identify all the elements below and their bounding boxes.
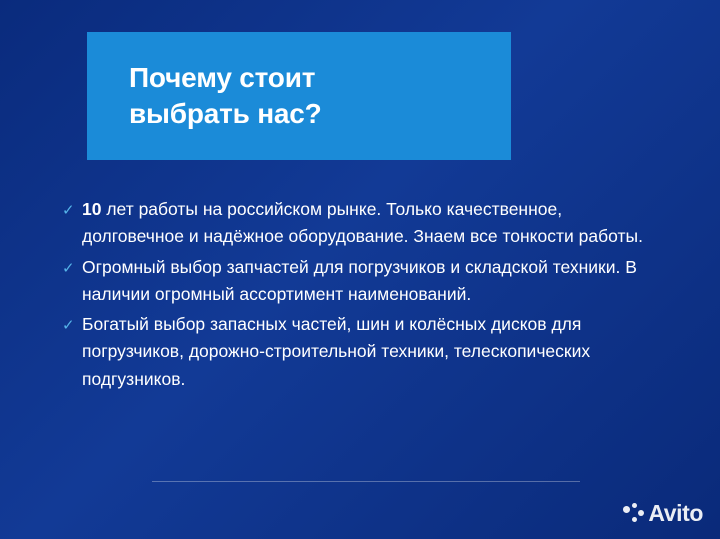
check-icon: ✓ (62, 316, 75, 335)
list-item-body: Огромный выбор запчастей для погрузчиков и складской техники. В наличии огромный ассортимент наименований. (82, 256, 637, 304)
page-title-line-1: Почему стоит (129, 62, 316, 94)
list-item-body: Богатый выбор запасных частей, шин и колёсных дисков для погрузчиков, дорожно-строительной техники, телескопических подгузников. (82, 314, 591, 389)
title-banner (87, 32, 511, 160)
avito-watermark-label: Avito (648, 500, 703, 526)
list-item (62, 254, 662, 309)
avito-dots-icon (623, 503, 644, 524)
bullet-list (62, 196, 662, 396)
list-item-text (82, 311, 662, 393)
list-item-body: лет работы на российском рынке. Только качественное, долговечное и надёжное оборудование. Знаем все тонкости работы. (82, 199, 643, 247)
check-icon: ✓ (62, 258, 75, 277)
list-item-text (82, 196, 662, 251)
divider (152, 481, 580, 482)
avito-watermark (623, 500, 703, 527)
check-icon: ✓ (62, 201, 75, 219)
list-item-lead: 10 (82, 199, 102, 219)
page-title-line-2: выбрать нас? (129, 98, 322, 129)
list-item (62, 196, 662, 251)
list-item-text (82, 254, 662, 309)
list-item (62, 311, 662, 393)
